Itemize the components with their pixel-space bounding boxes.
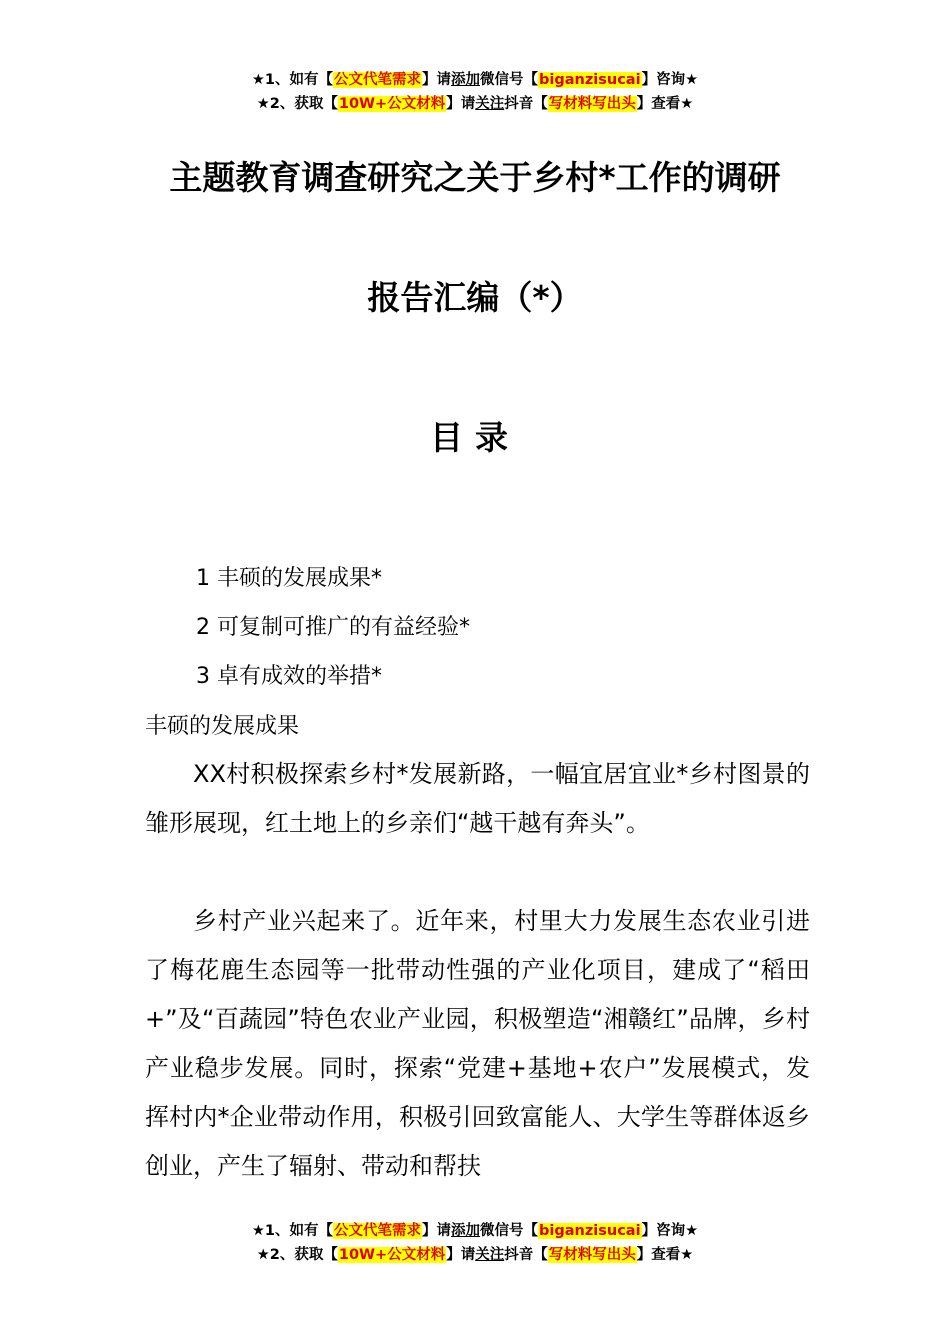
banner-text: ★2、获取【 (256, 1247, 338, 1263)
toc-item: 2 可复制可推广的有益经验* (196, 615, 470, 640)
toc-item: 3 卓有成效的举措* (196, 664, 382, 689)
banner-text: 】咨询★ (641, 72, 699, 88)
banner-text: 】请 (446, 1247, 476, 1263)
banner-text: 微信号【 (480, 1223, 539, 1239)
banner-text: ★1、如有【 (251, 72, 334, 88)
body-paragraph: 乡村产业兴起来了。近年来，村里大力发展生态农业引进了梅花鹿生态园等一批带动性强的产业化项目，建成了“稻田+”及“百蔬园”特色农业产业园，积极塑造“湘赣红”品牌，乡村产业稳步发展。同时，探索“党建+基地+农户”发展模式，发挥村内*企业带动作用，积极引回致富能人、大学生等群体返乡创业，产生了辐射、带动和帮扶 (145, 907, 810, 1180)
banner-line-2 (0, 92, 950, 116)
banner-text: 】查看★ (636, 1247, 694, 1263)
banner-text: 】请 (446, 96, 476, 112)
toc-item: 1 丰硕的发展成果* (196, 566, 382, 591)
banner-underline: 添加 (451, 72, 481, 88)
body-paragraph: XX村积极探索乡村*发展新路，一幅宜居宜业*乡村图景的雏形展现，红土地上的乡亲们“越干越有奔头”。 (145, 760, 810, 837)
banner-text: 】请 (422, 72, 452, 88)
banner-underline: 关注 (475, 1247, 505, 1263)
banner-text: 抖音【 (504, 1247, 548, 1263)
banner-highlight: 10W+公文材料 (338, 1247, 446, 1263)
banner-text: 微信号【 (480, 72, 539, 88)
banner-line-2 (0, 1243, 950, 1267)
banner-highlight: 公文代笔需求 (334, 1223, 422, 1239)
section-heading: 丰硕的发展成果 (145, 714, 300, 739)
banner-highlight: 写材料写出头 (548, 1247, 636, 1263)
top-banner (0, 68, 950, 116)
banner-line-1 (0, 1219, 950, 1243)
bottom-banner (0, 1219, 950, 1267)
banner-text: 】请 (422, 1223, 452, 1239)
banner-highlight: 10W+公文材料 (338, 96, 446, 112)
banner-underline: 添加 (451, 1223, 481, 1239)
banner-highlight: biganzisucai (539, 1223, 641, 1239)
toc-heading: 目录 (430, 418, 520, 457)
document-title-line-1: 主题教育调查研究之关于乡村*工作的调研 (169, 158, 781, 197)
banner-text: ★2、获取【 (256, 96, 338, 112)
banner-highlight: biganzisucai (539, 72, 641, 88)
banner-highlight: 写材料写出头 (548, 96, 636, 112)
banner-text: 】查看★ (636, 96, 694, 112)
banner-underline: 关注 (475, 96, 505, 112)
banner-text: ★1、如有【 (251, 1223, 334, 1239)
banner-text: 】咨询★ (641, 1223, 699, 1239)
banner-line-1 (0, 68, 950, 92)
banner-text: 抖音【 (504, 96, 548, 112)
banner-highlight: 公文代笔需求 (334, 72, 422, 88)
document-title-line-2: 报告汇编（*） (367, 278, 583, 317)
